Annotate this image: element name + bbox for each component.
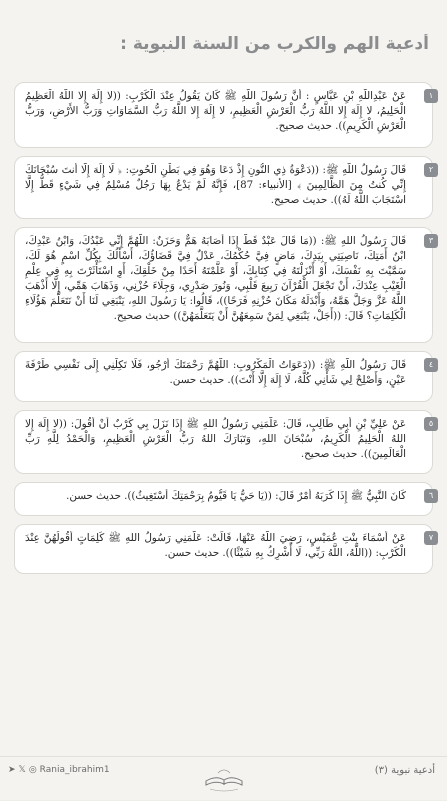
dua-text: قَالَ رَسُولُ اللَّهِ ﷺ: ((دَعَوَاتُ الْمَكْرُوبِ: اللَّهُمَّ رَحْمَتَكَ أَرْجُو، فَلَا تَكِلْنِي إِلَى نَفْسِي طَرْفَةَ عَيْنٍ، وَأَصْلِحْ لِي شَأْنِي كُلَّهُ، لَا إِلَهَ إِلَّا أَنْتَ)). حديث حسن. xyxy=(25,359,406,386)
dua-text: عَنْ أَسْمَاءَ بِنْتِ عُمَيْسٍ، رَضِيَ اللَّهُ عَنْهَا، قَالَتْ: عَلَّمَنِي رَسُولُ اللهِ ﷺ كَلِمَاتٍ أَقُولُهُنَّ عِنْدَ الْكَرْبِ: ((اللَّهُ، اللَّهُ رَبِّي، لَا أُشْرِكُ بِهِ شَيْئًا)). حديث حسن. xyxy=(25,532,406,559)
social-handle: Rania_ibrahim1 xyxy=(39,765,110,775)
dua-number-badge: ٥ xyxy=(424,417,438,431)
dua-card-1 xyxy=(14,82,433,148)
dua-number-badge: ٣ xyxy=(424,234,438,248)
social-handle-group xyxy=(8,765,110,775)
telegram-icon[interactable]: ➤ xyxy=(8,765,16,775)
dua-number-badge: ٤ xyxy=(424,358,438,372)
dua-text: عَنْ عَبْدِاللَّهِ بْنِ عَبَّاسٍ : أَنَّ رَسُولَ اللَّهِ ﷺ كَانَ يَقُولُ عِنْدَ الْكَرْبِ: ((لا إِلَهَ إِلا اللَّهُ الْعَظِيمُ الْحَلِيمُ، لا إِلَهَ إِلا اللَّهُ رَبُّ الْعَرْشِ الْعَظِيمِ، لا إِلَهَ إِلا اللَّهُ رَبُّ السَّمَاوَاتِ وَرَبُّ الأَرْضِ، وَرَبُّ الْعَرْشِ الْكَرِيمِ)). حديث صحيح. xyxy=(25,90,406,132)
dua-card-4 xyxy=(14,351,433,402)
dua-card-3 xyxy=(14,227,433,343)
dua-text: قَالَ رَسُولُ اللَّهِ ﷺ: ((دَعْوَةُ ذِي النُّونِ إِذْ دَعَا وَهُوَ فِي بَطْنِ الْحُوتِ: ﴿ لَا إِلَهَ إِلَّا أَنتَ سُبْحَانَكَ إِنِّي كُنتُ مِنَ الظَّالِمِينَ ﴾ [الأنبياء: 87]، فَإِنَّهُ لَمْ يَدْعُ بِهَا رَجُلٌ مُسْلِمٌ فِي شَيْءٍ قَطُّ إِلَّا اسْتَجَابَ اللَّهُ لَهُ)). حديث صحيح. xyxy=(25,164,406,206)
dua-number-badge: ٦ xyxy=(424,489,438,503)
dua-text: عَنْ عَلِيِّ بْنِ أَبِي طَالِبٍ، قَالَ: عَلَّمَنِي رَسُولُ اللهِ ﷺ إِذَا نَزَلَ بِي كَرْبٌ أَنْ أَقُولَ: ((لا إِلَهَ إِلا اللهُ الْحَلِيمُ الْكَرِيمُ، سُبْحَانَ اللهِ، وَتَبَارَكَ اللهُ رَبُّ الْعَرْشِ الْعَظِيمِ، وَالْحَمْدُ لِلَّهِ رَبِّ الْعَالَمِينَ)). حديث صحيح. xyxy=(25,418,406,460)
dua-number-badge: ٧ xyxy=(424,531,438,545)
dua-card-5 xyxy=(14,410,433,474)
dua-card-7 xyxy=(14,524,433,574)
page-title: أدعية الهم والكرب من السنة النبوية : xyxy=(120,34,429,54)
dua-list xyxy=(14,82,433,582)
dua-number-badge: ٢ xyxy=(424,163,438,177)
dua-card-2 xyxy=(14,156,433,219)
dua-number-badge: ١ xyxy=(424,89,438,103)
x-icon[interactable]: 𝕏 xyxy=(18,765,26,775)
instagram-icon[interactable]: ◎ xyxy=(28,765,37,775)
dua-text: قَالَ رَسُولُ اللهِ ﷺ: ((مَا قَالَ عَبْدٌ قَطُّ إِذَا أَصَابَهُ هَمٌّ وَحَزَنٌ: اللَّهُمَّ إِنِّي عَبْدُكَ، وَابْنُ عَبْدِكَ، ابْنُ أَمَتِكَ، نَاصِيَتِي بِيَدِكَ، مَاضٍ فِيَّ حُكْمُكَ، عَدْلٌ فِيَّ قَضَاؤُكَ، أَسْأَلُكَ بِكُلِّ اسْمٍ هُوَ لَكَ، سَمَّيْتَ بِهِ نَفْسَكَ، أَوْ أَنْزَلْتَهُ فِي كِتَابِكَ، أَوْ عَلَّمْتَهُ أَحَدًا مِنْ خَلْقِكَ، أَوِ اسْتَأْثَرْتَ بِهِ فِي عِلْمِ الْغَيْبِ عِنْدَكَ، أَنْ تَجْعَلَ الْقُرْآنَ رَبِيعَ قَلْبِي، وَنُورَ صَدْرِي، وَجِلَاءَ حُزْنِي، وَذَهَابَ هَمِّي، إِلَّا أَذْهَبَ اللَّهُ عَزَّ وَجَلَّ هَمَّهُ، وَأَبْدَلَهُ مَكَانَ حُزْنِهِ فَرَحًا))، قَالُوا: يَا رَسُولَ اللهِ، يَنْبَغِي لَنَا أَنْ نَتَعَلَّمَ هَؤُلَاءِ الْكَلِمَاتِ؟ قَالَ: ((أَجَلْ، يَنْبَغِي لِمَنْ سَمِعَهُنَّ أَنْ يَتَعَلَّمَهُنَّ)) حديث صحيح. xyxy=(25,235,406,322)
dua-text: كَانَ النَّبِيُّ ﷺ إِذَا كَرَبَهُ أَمْرٌ قَالَ: ((يَا حَيُّ يَا قَيُّومُ بِرَحْمَتِكَ أَسْتَغِيثُ)). حديث حسن. xyxy=(66,490,406,502)
book-logo-icon xyxy=(194,755,254,797)
series-label: أدعية نبوية (٣) xyxy=(374,765,435,776)
dua-card-6 xyxy=(14,482,433,516)
page-footer xyxy=(0,756,447,801)
